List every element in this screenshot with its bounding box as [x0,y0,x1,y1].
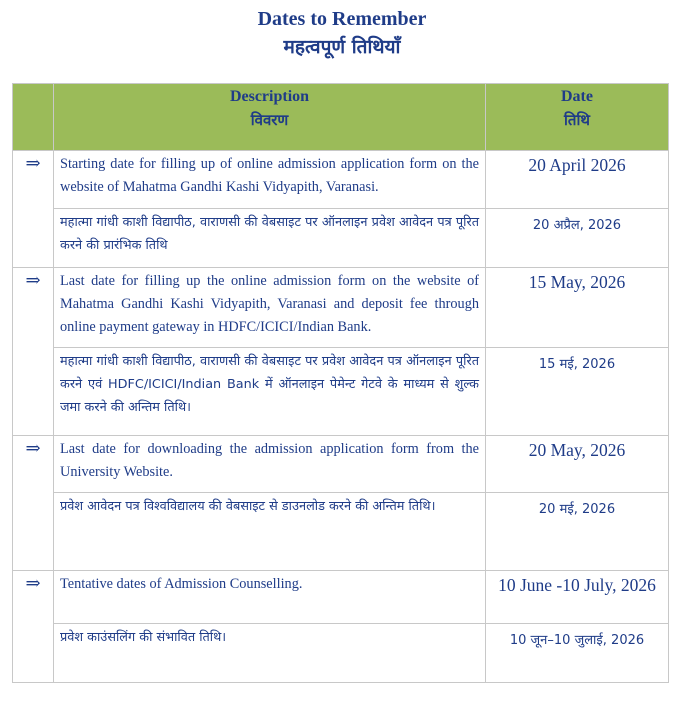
row-description-en: Starting date for filling up of online admission application form on the website of Mahatma Gandhi Kashi Vidyapith, Varanasi. [54,151,486,209]
row-date-en: 10 June -10 July, 2026 [486,571,669,624]
row-description-en: Last date for downloading the admission application form from the University Website. [54,436,486,493]
page-title: Dates to Remember [257,8,427,30]
dates-table [12,83,669,683]
header-description-en: Description [229,88,310,105]
table-row [13,268,669,348]
arrow-icon: ⇒ [13,571,54,683]
row-description-hi: प्रवेश काउंसलिंग की संभावित तिथि। [54,624,486,683]
row-date-en: 15 May, 2026 [486,268,669,348]
row-description-en: Last date for filling up the online admission form on the website of Mahatma Gandhi Kashi Vidyapith, Varanasi and deposit fee through online payment gateway in HDFC/ICICI/Indian Bank. [54,268,486,348]
table-row [13,436,669,493]
table-row [13,493,669,571]
arrow-icon: ⇒ [13,268,54,436]
header-date-hi: तिथि [564,111,590,129]
row-date-hi: 20 मई, 2026 [486,493,669,571]
table-row [13,348,669,436]
header-date-en: Date [561,88,593,105]
row-date-hi: 15 मई, 2026 [486,348,669,436]
row-description-en: Tentative dates of Admission Counselling. [54,571,486,624]
table-row [13,151,669,209]
table-header-row [13,84,669,151]
row-date-en: 20 May, 2026 [486,436,669,493]
header-date [486,84,669,151]
row-date-en: 20 April 2026 [486,151,669,209]
table-row [13,624,669,683]
arrow-icon: ⇒ [13,151,54,268]
row-description-hi: महात्मा गांधी काशी विद्यापीठ, वाराणसी की वेबसाइट पर ऑनलाइन प्रवेश आवेदन पत्र पूरित करने की प्रारंभिक तिथि [54,209,486,268]
arrow-icon: ⇒ [13,436,54,571]
row-date-hi: 20 अप्रैल, 2026 [486,209,669,268]
row-date-hi: 10 जून–10 जुलाई, 2026 [486,624,669,683]
header-description-hi: विवरण [250,111,289,129]
page-title-hindi: महत्वपूर्ण तिथियाँ [283,36,401,58]
table-row [13,571,669,624]
header-description [54,84,486,151]
table-row [13,209,669,268]
header-spacer [13,84,54,151]
row-description-hi: महात्मा गांधी काशी विद्यापीठ, वाराणसी की वेबसाइट पर प्रवेश आवेदन पत्र ऑनलाइन पूरित करने एवं HDFC/ICICI/Indian Bank में ऑनलाइन पेमेन्ट गेटवे के माध्यम से शुल्क जमा करने की अन्तिम तिथि। [54,348,486,436]
row-description-hi: प्रवेश आवेदन पत्र विश्वविद्यालय की वेबसाइट से डाउनलोड करने की अन्तिम तिथि। [54,493,486,571]
